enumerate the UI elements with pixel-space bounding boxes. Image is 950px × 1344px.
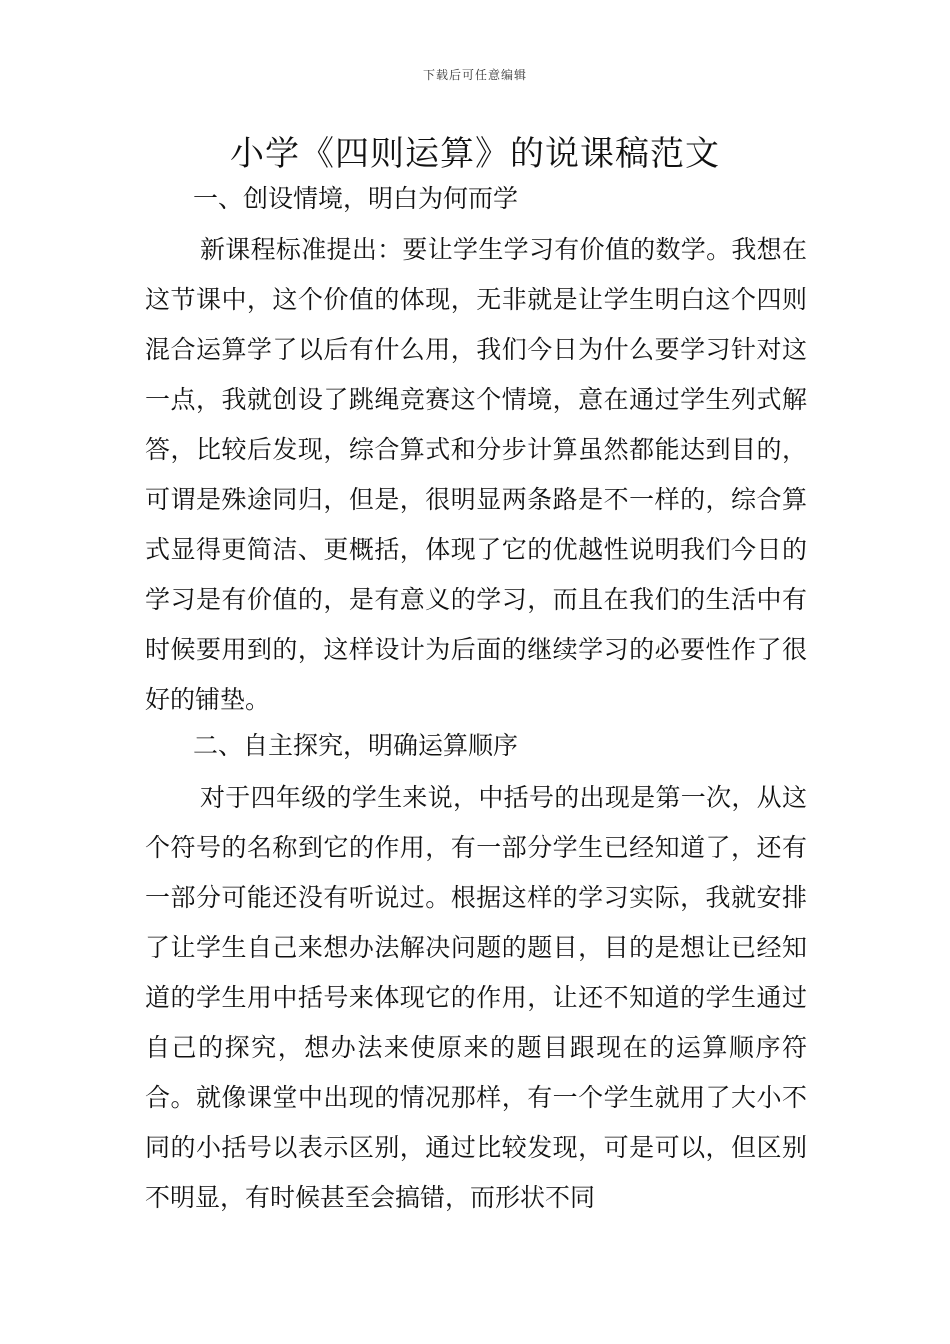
page-header-note: 下载后可任意编辑 [422, 68, 527, 82]
section-paragraph-2: 对于四年级的学生来说，中括号的出现是第一次，从这个符号的名称到它的作用，有一部分学生已经知道了，还有一部分可能还没有听说过。根据这样的学习实际，我就安排了让学生自己来想办法解决问题的题目，目的是想让已经知道的学生用中括号来体现它的作用，让还不知道的学生通过自己的探究，想办法来使原来的题目跟现在的运算顺序符合。就像课堂中出现的情况那样，有一个学生就用了大小不同的小括号以表示区别，通过比较发现，可是可以，但区别不明显，有时候甚至会搞错，而形状不同 [145, 783, 807, 1212]
section-heading-1: 一、创设情境，明白为何而学 [193, 184, 519, 213]
document-title: 小学《四则运算》的说课稿范文 [230, 134, 720, 174]
section-paragraph-1: 新课程标准提出：要让学生学习有价值的数学。我想在这节课中，这个价值的体现，无非就是让学生明白这个四则混合运算学了以后有什么用，我们今日为什么要学习针对这一点，我就创设了跳绳竞赛这个情境，意在通过学生列式解答，比较后发现，综合算式和分步计算虽然都能达到目的，可谓是殊途同归，但是，很明显两条路是不一样的，综合算式显得更简洁、更概括，体现了它的优越性说明我们今日的学习是有价值的，是有意义的学习，而且在我们的生活中有时候要用到的，这样设计为后面的继续学习的必要性作了很好的铺垫。 [145, 235, 807, 714]
section-heading-2: 二、自主探究，明确运算顺序 [193, 731, 519, 760]
